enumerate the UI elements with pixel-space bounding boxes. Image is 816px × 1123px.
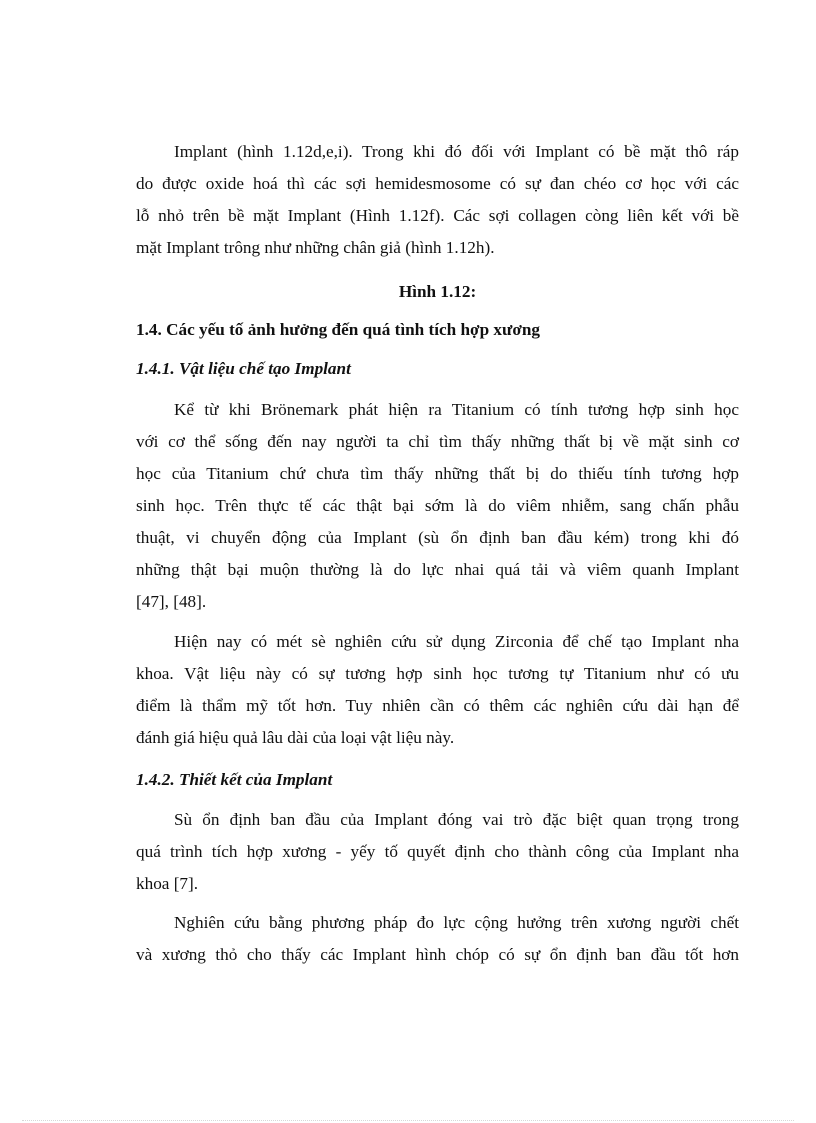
- text-line: [47], [48].: [136, 592, 207, 611]
- text-line: điểm là thẩm mỹ tốt hơn. Tuy nhiên cần có thêm các nghiên cứu dài hạn để: [136, 696, 739, 715]
- text-line: đánh giá hiệu quả lâu dài của loại vật liệu này.: [136, 728, 455, 747]
- paragraph-intro: [136, 136, 739, 264]
- paragraph-material-2: [136, 626, 739, 754]
- paragraph-design-2: [136, 907, 739, 971]
- text-line: thuật, vi chuyển động của Implant (sù ổn định ban đầu kém) trong khi đó: [136, 528, 739, 547]
- figure-caption: Hình 1.12:: [398, 282, 477, 301]
- paragraph-design-1: [136, 804, 739, 900]
- text-line: quá trình tích hợp xương - yếy tố quyết định cho thành công của Implant nha: [136, 842, 739, 861]
- text-line: sinh học. Trên thực tế các thật bại sớm là do viêm nhiễm, sang chấn phẫu: [136, 496, 739, 515]
- paragraph-material-1: [136, 394, 739, 618]
- text-line: mặt Implant trông như những chân giả (hình 1.12h).: [136, 238, 495, 257]
- text-line: Implant (hình 1.12d,e,i). Trong khi đó đối với Implant có bề mặt thô ráp: [174, 142, 739, 161]
- text-line: khoa [7].: [136, 874, 199, 893]
- text-line: Sù ổn định ban đầu của Implant đóng vai trò đặc biệt quan trọng trong: [174, 810, 739, 829]
- subsection-heading-1-4-2: 1.4.2. Thiết kết của Implant: [136, 770, 333, 789]
- text-line: do được oxide hoá thì các sợi hemidesmosome có sự đan chéo cơ học với các: [136, 174, 739, 193]
- text-line: khoa. Vật liệu này có sự tương hợp sinh học tương tự Titanium như có ưu: [136, 664, 739, 683]
- section-heading-1-4: 1.4. Các yếu tố ảnh hưởng đến quá tình tích hợp xương: [136, 320, 541, 339]
- text-line: Kể từ khi Brönemark phát hiện ra Titanium có tính tương hợp sinh học: [174, 400, 739, 419]
- text-line: học của Titanium chứ chưa tìm thấy những thất bị do thiếu tính tương hợp: [136, 464, 739, 483]
- text-line: với cơ thể sống đến nay người ta chỉ tìm thấy những thất bị về mặt sinh cơ: [136, 432, 739, 451]
- subsection-heading-1-4-1: 1.4.1. Vật liệu chế tạo Implant: [136, 359, 351, 378]
- text-line: và xương thỏ cho thấy các Implant hình chóp có sự ổn định ban đầu tốt hơn: [136, 945, 739, 964]
- text-line: lỗ nhỏ trên bề mặt Implant (Hình 1.12f). Các sợi collagen còng liên kết với bề: [136, 206, 739, 225]
- text-line: Nghiên cứu bằng phương pháp đo lực cộng hưởng trên xương người chết: [174, 913, 739, 932]
- page-bottom-divider: [22, 1120, 794, 1121]
- text-line: những thật bại muộn thường là do lực nhai quá tải và viêm quanh Implant: [136, 560, 739, 579]
- text-line: Hiện nay có mét sè nghiên cứu sử dụng Zirconia để chế tạo Implant nha: [174, 632, 739, 651]
